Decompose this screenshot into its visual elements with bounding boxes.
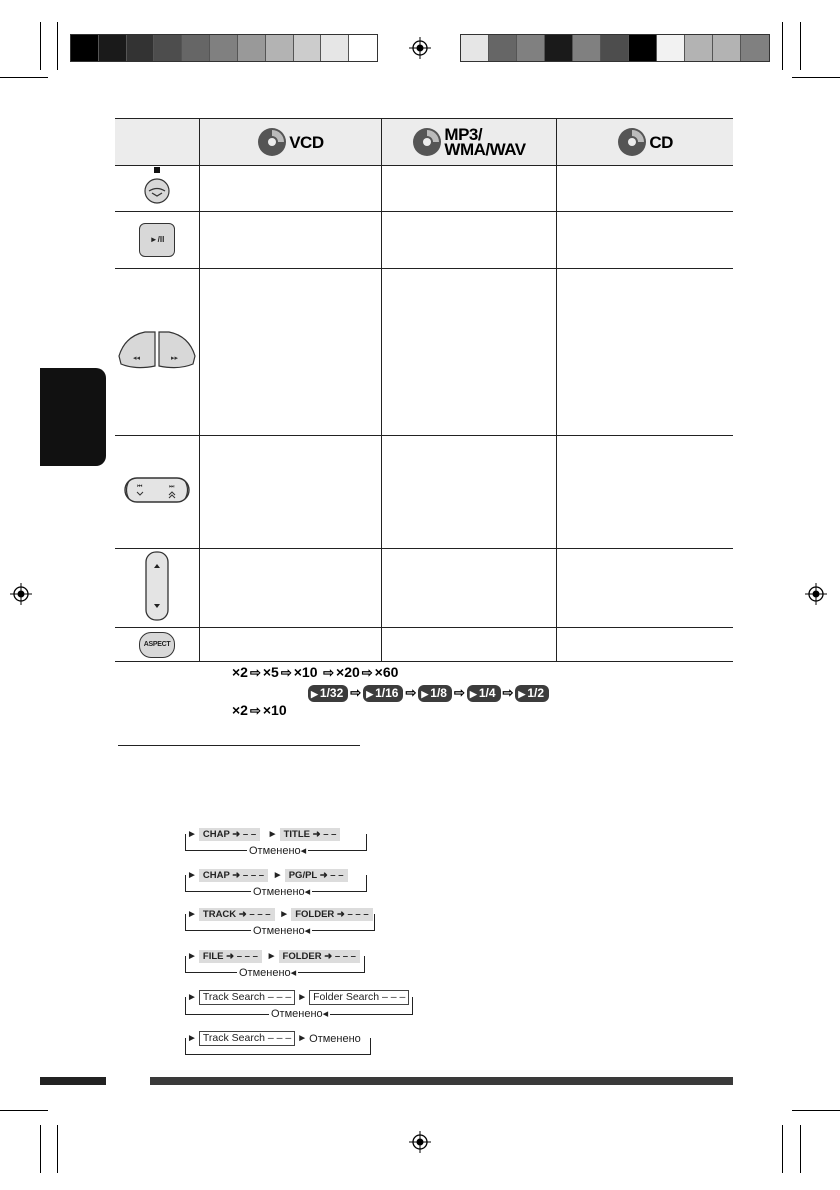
table-cell: [200, 166, 382, 212]
table-cell: [200, 549, 382, 628]
mp3-disc-icon: [412, 127, 442, 157]
table-row: [115, 212, 733, 269]
color-swatch: [321, 35, 349, 61]
slow-motion-speeds: ▶ 1/32 ⇨ ▶ 1/16 ⇨ ▶ 1/8 ⇨ ▶ 1/4 ⇨ ▶ 1/2: [308, 684, 549, 702]
color-swatch: [629, 35, 657, 61]
search-mode-diagram: ► Track Search – – – ► Folder Search – – – Отменено◂: [185, 990, 413, 1016]
color-swatch: [182, 35, 210, 61]
bottom-bar-left: [40, 1077, 106, 1085]
up-down-buttons-icon: [143, 550, 171, 622]
svg-text:⏭: ⏭: [169, 482, 175, 490]
color-swatch: [266, 35, 294, 61]
color-swatch: [461, 35, 489, 61]
table-row: [115, 628, 733, 662]
cd-label: CD: [649, 132, 673, 152]
color-swatch: [741, 35, 769, 61]
registration-mark-icon: [409, 37, 431, 59]
table-row: [115, 436, 733, 549]
color-swatch: [238, 35, 266, 61]
slow-speed-badge: ▶ 1/32: [308, 685, 348, 702]
color-swatch: [127, 35, 155, 61]
color-swatch: [154, 35, 182, 61]
table-cell: [557, 628, 733, 662]
rewind-forward-buttons-icon: [115, 328, 199, 372]
header-empty-cell: [115, 119, 200, 166]
search-mode-diagram: ► FILE ➜ – – – ► FOLDER ➜ – – – Отменено◂: [185, 950, 365, 974]
table-cell: [381, 549, 556, 628]
search-mode-diagram: ► Track Search – – – ► Отменено: [185, 1031, 371, 1055]
registration-mark-icon: [10, 583, 32, 605]
color-swatch: [601, 35, 629, 61]
table-cell: [381, 212, 556, 269]
table-cell: [200, 436, 382, 549]
registration-mark-icon: [409, 1131, 431, 1153]
cd-search-speeds: ×2 ⇨ ×10: [232, 702, 287, 718]
table-row: [115, 549, 733, 628]
color-swatch: [210, 35, 238, 61]
color-swatch: [294, 35, 322, 61]
table-cell: [557, 549, 733, 628]
play-pause-button-icon: ►/II: [139, 223, 175, 257]
table-cell: [200, 628, 382, 662]
table-cell: [557, 436, 733, 549]
table-cell: [381, 166, 556, 212]
function-table: [115, 118, 733, 662]
color-swatch: [349, 35, 377, 61]
language-tab: [40, 368, 106, 466]
mp3-label-line1: MP3/: [444, 125, 483, 144]
svg-text:◂◂: ◂◂: [133, 353, 141, 362]
table-cell: [381, 628, 556, 662]
cd-disc-icon: [617, 127, 647, 157]
color-bar-right: [460, 34, 770, 62]
table-cell: [557, 212, 733, 269]
slow-speed-badge: ▶ 1/2: [515, 685, 549, 702]
fast-search-speeds: ×2 ⇨ ×5 ⇨ ×10 ⇨ ×20 ⇨ ×60: [232, 664, 399, 680]
bottom-bar-right: [150, 1077, 733, 1085]
color-swatch: [573, 35, 601, 61]
table-header-row: [115, 119, 733, 166]
table-cell: [381, 436, 556, 549]
table-cell: [557, 166, 733, 212]
svg-text:▸▸: ▸▸: [171, 353, 179, 362]
search-mode-diagram: ► CHAP ➜ – – – ► PG/PL ➜ – – Отменено◂: [185, 869, 367, 893]
table-cell: [200, 269, 382, 436]
header-cd: [557, 119, 733, 166]
color-swatch: [545, 35, 573, 61]
slow-speed-badge: ▶ 1/8: [418, 685, 452, 702]
header-mp3: [381, 119, 556, 166]
table-row: [115, 166, 733, 212]
color-swatch: [71, 35, 99, 61]
slow-speed-badge: ▶ 1/4: [467, 685, 501, 702]
search-mode-diagram: ► TRACK ➜ – – – ► FOLDER ➜ – – – Отменено◂: [185, 908, 375, 932]
mp3-label-line2: WMA/WAV: [444, 140, 526, 159]
color-swatch: [99, 35, 127, 61]
color-swatch: [489, 35, 517, 61]
table-cell: [381, 269, 556, 436]
table-cell: [557, 269, 733, 436]
aspect-button-icon: ASPECT: [139, 632, 175, 658]
color-bar-left: [70, 34, 378, 62]
color-swatch: [713, 35, 741, 61]
table-cell: [200, 212, 382, 269]
table-row: [115, 269, 733, 436]
header-vcd: [200, 119, 382, 166]
slow-speed-badge: ▶ 1/16: [363, 685, 403, 702]
skip-buttons-icon: [121, 475, 193, 505]
color-swatch: [685, 35, 713, 61]
vcd-label: VCD: [289, 132, 324, 152]
footnote-divider: [118, 745, 360, 746]
color-swatch: [657, 35, 685, 61]
stop-button-icon: [137, 166, 177, 206]
registration-mark-icon: [805, 583, 827, 605]
vcd-disc-icon: [257, 127, 287, 157]
search-mode-diagram: ► CHAP ➜ – – ► TITLE ➜ – – Отменено◂: [185, 828, 367, 852]
color-swatch: [517, 35, 545, 61]
svg-text:⏮: ⏮: [137, 482, 143, 490]
